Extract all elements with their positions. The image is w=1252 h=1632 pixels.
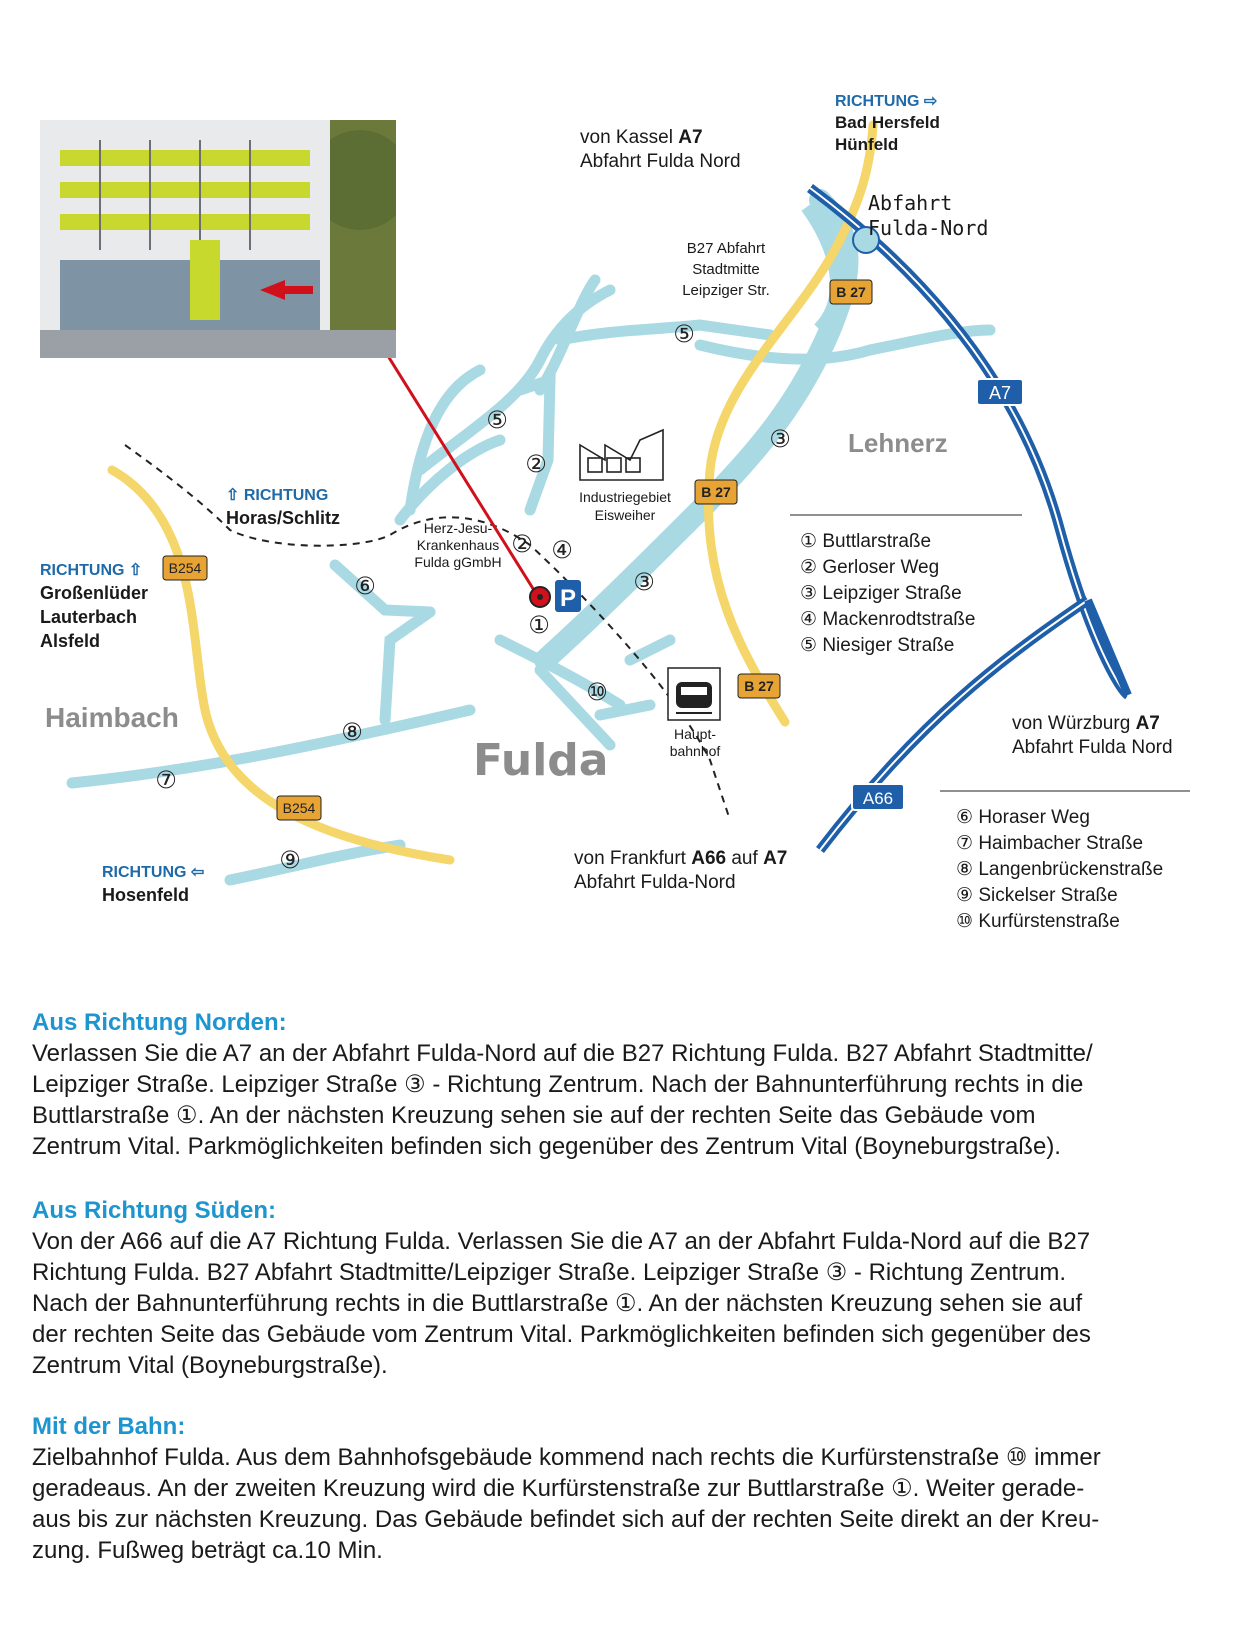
marker-9: ⑨ [279, 846, 301, 874]
label-abfahrt-fulda-nord: Abfahrt Fulda-Nord [868, 191, 989, 240]
label-hospital: Herz-Jesu- Krankenhaus Fulda gGmbH [414, 520, 502, 570]
shield-a7 [977, 379, 1023, 405]
text-line: Nach der Bahnunterführung rechts in die Buttlarstraße ①. An der nächsten Kreuzung sehen sie auf [32, 1290, 1083, 1317]
marker-10: ⑩ [586, 678, 608, 706]
heading-rail: Mit der Bahn: [32, 1413, 186, 1440]
svg-text:A66: A66 [862, 789, 894, 808]
marker-7: ⑦ [155, 766, 177, 794]
legend-streets-1 [800, 529, 975, 659]
directions-north [32, 1008, 1222, 1162]
text-line: Verlassen Sie die A7 an der Abfahrt Fulda-Nord auf die B27 Richtung Fulda. B27 Abfahrt Stadtmitte/ [32, 1040, 1093, 1067]
svg-text:B 27: B 27 [836, 284, 866, 300]
text-line: Leipziger Straße. Leipziger Straße ③ - Richtung Zentrum. Nach der Bahnunterführung rechts in die [32, 1071, 1084, 1098]
factory-icon [580, 430, 663, 480]
svg-text:P: P [559, 585, 577, 612]
shield-b27-north [830, 280, 872, 304]
district-lehnerz: Lehnerz [848, 428, 948, 458]
label-richtung-hosenfeld: RICHTUNG ⇦ Hosenfeld [102, 864, 205, 905]
shield-a66 [852, 784, 904, 810]
text-line: Zentrum Vital (Boyneburgstraße). [32, 1352, 388, 1379]
label-industry: Industriegebiet Eisweiher [579, 489, 671, 523]
text-line: Zielbahnhof Fulda. Aus dem Bahnhofsgebäude kommend nach rechts die Kurfürstenstraße ⑩ immer [32, 1444, 1101, 1471]
legend-row: ⑦ Haimbacher Straße [956, 833, 1144, 854]
marker-6: ⑥ [354, 572, 376, 600]
marker-3: ③ [769, 425, 791, 453]
marker-5: ⑤ [486, 406, 508, 434]
label-richtung-horas: ⇧ RICHTUNG Horas/Schlitz [226, 487, 341, 528]
text-line: geradeaus. An der zweiten Kreuzung wird die Kurfürstenstraße zur Buttlarstraße ①. Weiter gerade- [32, 1475, 1085, 1502]
marker-3b: ③ [633, 568, 655, 596]
shield-b254-north [163, 556, 207, 580]
heading-south: Aus Richtung Süden: [32, 1197, 276, 1224]
svg-text:B254: B254 [168, 560, 202, 576]
legend-row: ⑤ Niesiger Straße [800, 635, 955, 656]
city-fulda: Fulda [473, 735, 609, 786]
marker-5b: ⑤ [673, 320, 695, 348]
label-from-kassel: von Kassel A7 Abfahrt Fulda Nord [580, 127, 741, 172]
svg-text:B254: B254 [282, 800, 316, 816]
shield-b27-south [738, 674, 780, 698]
svg-text:B 27: B 27 [744, 678, 774, 694]
legend-row: ⑧ Langenbrückenstraße [956, 859, 1164, 880]
building-photo [40, 120, 396, 358]
shield-b27-middle [695, 480, 737, 504]
heading-north: Aus Richtung Norden: [32, 1009, 287, 1036]
label-from-wuerzburg: von Würzburg A7 Abfahrt Fulda Nord [1012, 713, 1173, 758]
legend-row: ④ Mackenrodtstraße [800, 609, 976, 630]
directions-south [32, 1196, 1222, 1381]
marker-2b: ② [511, 530, 533, 558]
text-line: Zentrum Vital. Parkmöglichkeiten befinden sich gegenüber des Zentrum Vital (Boyneburgstraße). [32, 1133, 1061, 1160]
svg-text:A7: A7 [988, 383, 1012, 403]
legend-row: ⑩ Kurfürstenstraße [956, 911, 1120, 932]
train-icon [668, 668, 720, 720]
legend-row: ③ Leipziger Straße [800, 583, 962, 604]
directions-rail [32, 1412, 1222, 1566]
legend-row: ⑨ Sickelser Straße [956, 885, 1118, 906]
marker-8: ⑧ [341, 718, 363, 746]
label-from-frankfurt: von Frankfurt A66 auf A7 Abfahrt Fulda-Nord [574, 848, 788, 893]
label-richtung-hersfeld: RICHTUNG ⇨ Bad Hersfeld Hünfeld [835, 93, 940, 154]
label-richtung-alsfeld: RICHTUNG ⇧ Großenlüder Lauterbach Alsfeld [40, 562, 149, 651]
marker-2: ② [525, 450, 547, 478]
marker-1: ① [528, 611, 550, 639]
svg-text:B 27: B 27 [701, 484, 731, 500]
district-haimbach: Haimbach [45, 702, 179, 733]
label-station: Haupt- bahnhof [669, 726, 721, 759]
text-line: Buttlarstraße ①. An der nächsten Kreuzung sehen sie auf der rechten Seite das Gebäude vom [32, 1102, 1036, 1129]
text-line: Von der A66 auf die A7 Richtung Fulda. Verlassen Sie die A7 an der Abfahrt Fulda-Nord auf die B27 [32, 1228, 1091, 1255]
legend-streets-2 [956, 805, 1163, 935]
text-line: Richtung Fulda. B27 Abfahrt Stadtmitte/Leipziger Straße. Leipziger Straße ③ - Richtung Zentrum. [32, 1259, 1067, 1286]
text-line: aus bis zur nächsten Kreuzung. Das Gebäude befindet sich auf der rechten Seite direkt an der Kreu- [32, 1506, 1100, 1533]
legend-row: ② Gerloser Weg [800, 557, 940, 578]
text-line: zung. Fußweg beträgt ca.10 Min. [32, 1537, 383, 1564]
shield-b254-south [277, 796, 321, 820]
text-line: der rechten Seite das Gebäude vom Zentrum Vital. Parkmöglichkeiten befinden sich gegenüber des [32, 1321, 1091, 1348]
legend-row: ⑥ Horaser Weg [956, 807, 1090, 828]
legend-row: ① Buttlarstraße [800, 531, 932, 552]
label-b27-exit: B27 Abfahrt Stadtmitte Leipziger Str. [682, 240, 770, 299]
marker-4: ④ [551, 536, 573, 564]
